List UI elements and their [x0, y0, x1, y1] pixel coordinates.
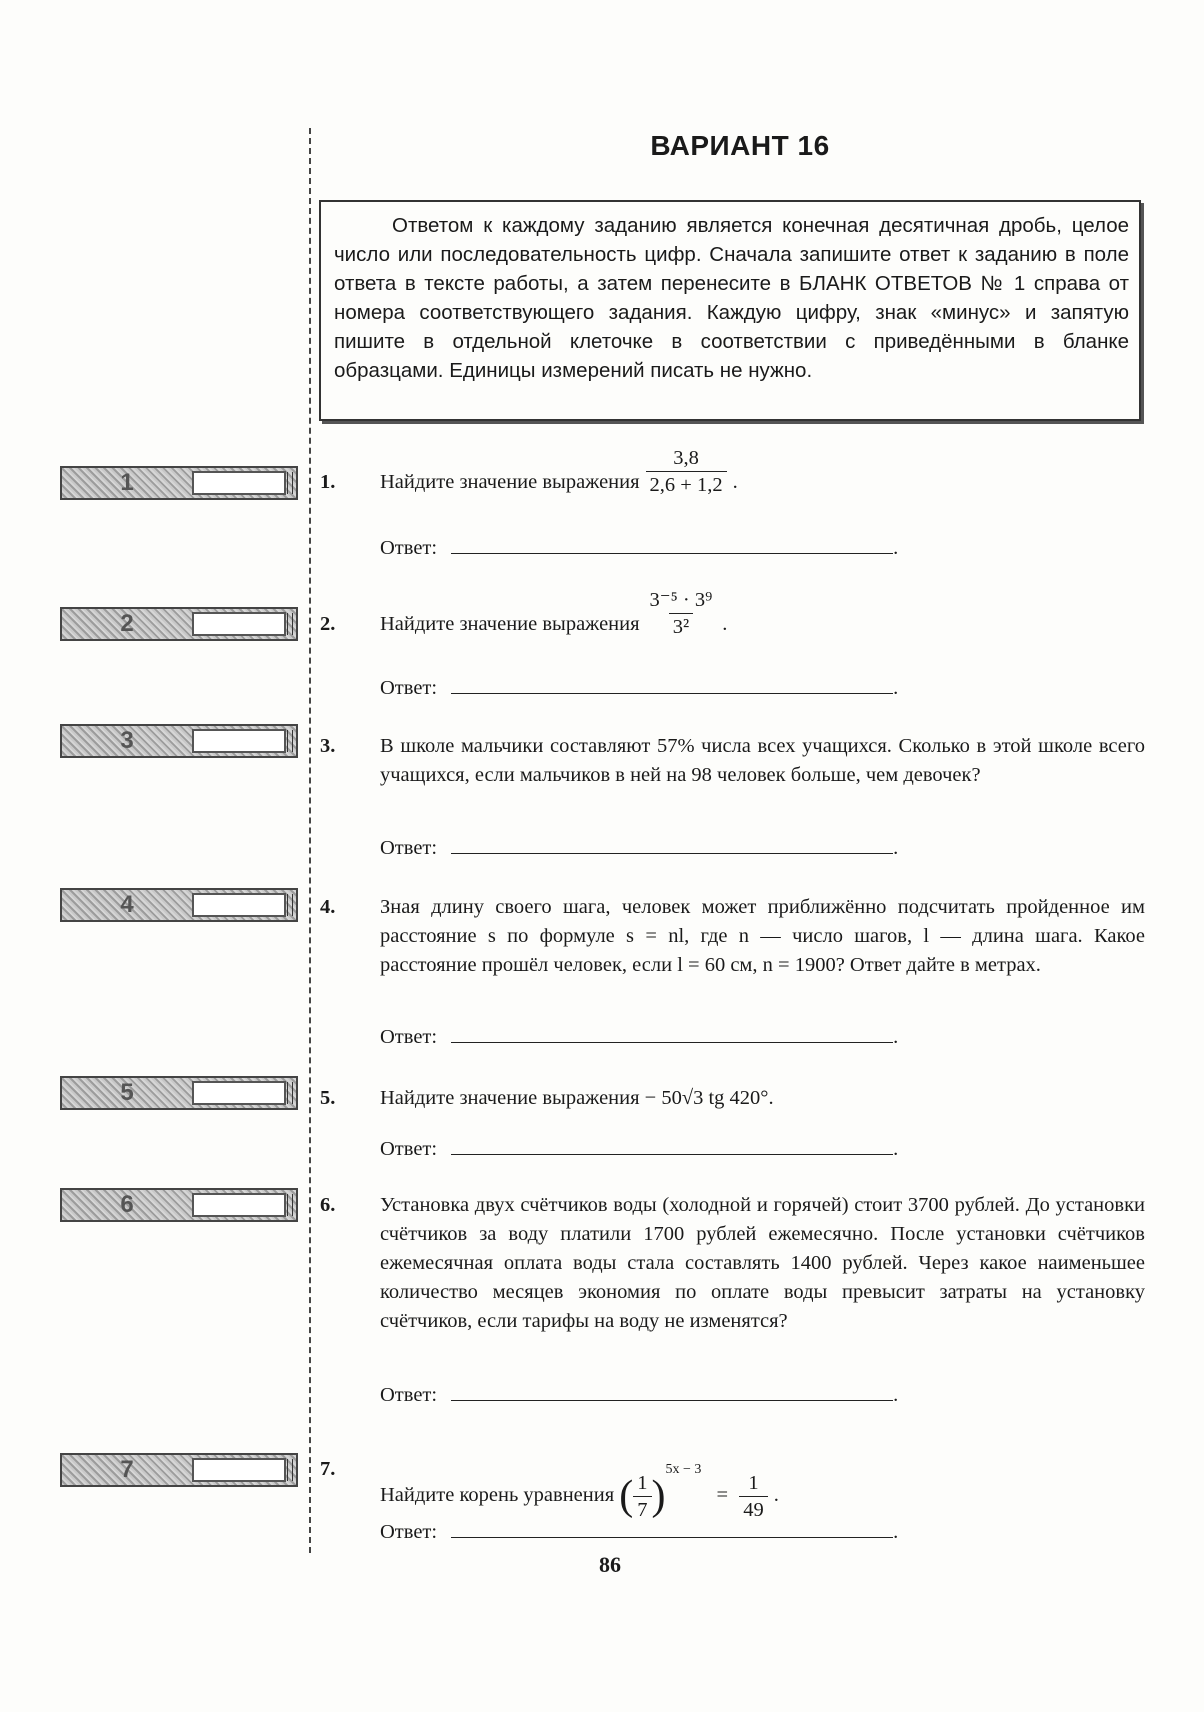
answer-label: Ответ:	[380, 837, 438, 859]
answer-field-3[interactable]: Ответ: .	[380, 833, 898, 860]
task-number: 3.	[320, 735, 336, 757]
fraction-denominator: 49	[739, 1496, 768, 1523]
task-text: В школе мальчики составляют 57% числа всех учащихся. Сколько в этой школе всего учащихся, если мальчиков в ней на 98 человек больше, чем девочек?	[380, 735, 1145, 786]
answer-field-5[interactable]: Ответ: .	[380, 1134, 898, 1161]
answer-field-1[interactable]: Ответ: .	[380, 533, 898, 560]
answer-cell-box[interactable]	[192, 729, 286, 753]
answer-cell-1[interactable]	[60, 466, 298, 500]
answer-cell-7[interactable]	[60, 1453, 298, 1487]
answer-label: Ответ:	[380, 677, 438, 699]
task-number: 1.	[320, 471, 336, 493]
answer-cell-number: 3	[120, 727, 134, 754]
page-number: 86	[599, 1552, 621, 1577]
task-number: 7.	[320, 1458, 336, 1480]
answer-cell-number: 2	[120, 610, 134, 637]
answer-cell-6[interactable]	[60, 1188, 298, 1222]
task-text: Найдите корень уравнения	[380, 1484, 615, 1506]
page-title: ВАРИАНТ 16	[650, 130, 830, 161]
answer-field-7[interactable]: Ответ: .	[380, 1517, 898, 1544]
task-3	[320, 732, 1145, 790]
answer-cell-5[interactable]	[60, 1076, 298, 1110]
answer-line[interactable]	[451, 833, 893, 854]
answer-line[interactable]	[451, 1022, 893, 1043]
task-2: 2. Найдите значение выражения $\frac{\text{3⁻⁵ · 3⁹}}{\text{3²}}$ .	[320, 588, 728, 638]
answer-cell-box[interactable]	[192, 612, 286, 636]
answer-cell-3[interactable]	[60, 724, 298, 758]
answer-field-4[interactable]: Ответ: .	[380, 1022, 898, 1049]
fraction	[646, 587, 717, 640]
task-text: Найдите значение выражения	[380, 613, 640, 635]
answer-label: Ответ:	[380, 1384, 438, 1406]
base-fraction	[633, 1470, 651, 1523]
task-text: Найдите значение выражения	[380, 1087, 640, 1109]
instructions-text: Ответом к каждому заданию является конечная десятичная дробь, целое число или последовательность цифр. Сначала запишите ответ к заданию в поле ответа в тексте работы, а затем перенесите в БЛАНК ОТВЕТОВ № 1 справа от номера соответствующего задания. Каждую цифру, знак «минус» и запятую пишите в отдельной клеточке в соответствии с приведёнными в бланке образцами. Единицы измерений писать не нужно.	[334, 214, 1129, 382]
task-6	[320, 1191, 1145, 1336]
task-7: 7. Найдите корень уравнения ( $\frac{1}{7}$ )$^{5x - 3}$ = $\frac{1}{49}$ .	[320, 1455, 1145, 1523]
fraction-numerator: 3⁻⁵ · 3⁹	[649, 588, 713, 611]
task-1: 1. Найдите значение выражения $\frac{3,8}{2,6 + 1,2}$ .	[320, 446, 738, 496]
answer-cell-box[interactable]	[192, 893, 286, 917]
answer-field-6[interactable]: Ответ: .	[380, 1380, 898, 1407]
task-5	[320, 1084, 1145, 1113]
answer-label: Ответ:	[380, 1026, 438, 1048]
answer-cell-number: 5	[120, 1079, 134, 1106]
answer-label: Ответ:	[380, 537, 438, 559]
instructions-box	[319, 200, 1141, 421]
answer-field-2[interactable]: Ответ: .	[380, 673, 898, 700]
answer-line[interactable]	[451, 533, 893, 554]
answer-line[interactable]	[451, 1134, 893, 1155]
task-number: 6.	[320, 1194, 336, 1216]
fraction-denominator: 7	[633, 1496, 651, 1523]
fraction-numerator: 3,8	[673, 446, 699, 469]
task-text: Найдите значение выражения	[380, 471, 640, 493]
rhs-fraction	[739, 1470, 768, 1523]
answer-cell-box[interactable]	[192, 1458, 286, 1482]
answer-label: Ответ:	[380, 1521, 438, 1543]
fraction-denominator: 2,6 + 1,2	[646, 471, 727, 498]
exponent: 5x − 3	[665, 1462, 702, 1477]
answer-line[interactable]	[451, 1380, 893, 1401]
fraction-denominator: 3²	[669, 613, 693, 640]
answer-cell-2[interactable]	[60, 607, 298, 641]
task-4	[320, 893, 1145, 980]
answer-cell-box[interactable]	[192, 1193, 286, 1217]
math-expression: − 50√3 tg 420°.	[644, 1087, 774, 1109]
answer-cell-number: 4	[120, 891, 134, 918]
cut-line	[309, 128, 311, 1553]
answer-cell-box[interactable]	[192, 471, 286, 495]
task-number: 5.	[320, 1087, 336, 1109]
answer-cell-4[interactable]	[60, 888, 298, 922]
task-number: 4.	[320, 896, 336, 918]
task-text: Зная длину своего шага, человек может приближённо подсчитать пройденное им расстояние s по формуле s = nl, где n — число шагов, l — длина шага. Какое расстояние прошёл человек, если l = 60 см, n = 1900? Ответ дайте в метрах.	[380, 896, 1145, 976]
answer-line[interactable]	[451, 673, 893, 694]
answer-cell-number: 7	[120, 1456, 134, 1483]
answer-line[interactable]	[451, 1517, 893, 1538]
fraction-numerator: 1	[637, 1471, 648, 1494]
fraction-numerator: 1	[748, 1471, 759, 1494]
task-text: Установка двух счётчиков воды (холодной и горячей) стоит 3700 рублей. До установки счётчиков за воду платили 1700 рублей ежемесячно. После установки счётчиков ежемесячная оплата воды стала составлять 1400 рублей. Через какое наименьшее количество месяцев экономия по оплате воды превысит затраты на установку счётчиков, если тарифы на воду не изменятся?	[380, 1194, 1145, 1332]
fraction	[646, 445, 727, 498]
answer-cell-box[interactable]	[192, 1081, 286, 1105]
task-number: 2.	[320, 613, 336, 635]
answer-cell-number: 6	[120, 1191, 134, 1218]
answer-cell-number: 1	[120, 469, 134, 496]
answer-label: Ответ:	[380, 1138, 438, 1160]
